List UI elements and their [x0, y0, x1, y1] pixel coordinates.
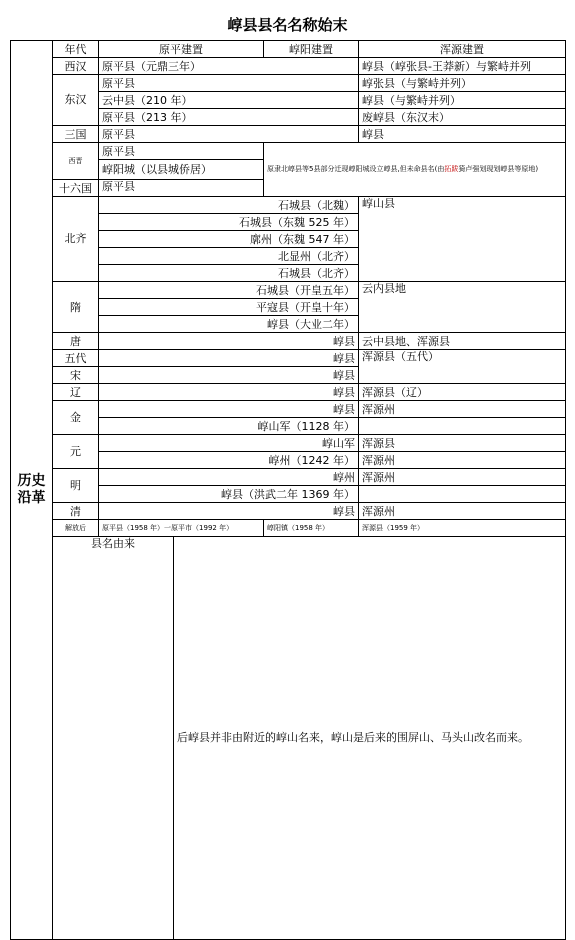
hunyuan-cell: 崞张县（与繁峙并列）: [359, 75, 566, 92]
origin-row: [11, 537, 566, 940]
hunyuan-cell: 浑源县（1959 年）: [359, 520, 566, 537]
era-cell: 明: [53, 469, 99, 503]
header-row: [11, 41, 566, 58]
note-cell: 原隶北崞县等5县部分迁现崞阳城设立崞县,但未命县名(由拓跋猗卢强划现划崞县等原地): [264, 143, 566, 197]
table-row: [11, 58, 566, 75]
hunyuan-cell: 云内县地: [359, 282, 566, 333]
hunyuan-cell: 浑源州: [359, 401, 566, 418]
hunyuan-cell: [359, 486, 566, 503]
yuanping-cell: 原平县: [99, 126, 359, 143]
header-hunyuan: 浑源建置: [359, 41, 566, 58]
hunyuan-cell: [359, 418, 566, 435]
era-cell: 清: [53, 503, 99, 520]
guoyang-cell: 石城县（开皇五年）: [99, 282, 359, 299]
era-cell: 宋: [53, 367, 99, 384]
guoyang-cell: 崞县: [99, 384, 359, 401]
era-cell: 解放后: [53, 520, 99, 537]
table-row: [11, 143, 566, 160]
era-cell: 唐: [53, 333, 99, 350]
note-highlight: 拓跋: [444, 165, 459, 173]
hunyuan-cell: 崞山县: [359, 197, 566, 282]
hunyuan-cell: 崞县（崞张县-王莽新）与繁峙并列: [359, 58, 566, 75]
yuanping-cell: 原平县（元鼎三年）: [99, 58, 359, 75]
guoyang-cell: 廓州（东魏 547 年）: [99, 231, 359, 248]
hunyuan-cell: 浑源县（五代）: [359, 350, 566, 384]
guoyang-cell: 崞县: [99, 503, 359, 520]
guoyang-cell: 崞县: [99, 333, 359, 350]
hunyuan-cell: 浑源州: [359, 452, 566, 469]
guoyang-cell: 崞山军: [99, 435, 359, 452]
guoyang-cell: 崞县（大业二年）: [99, 316, 359, 333]
era-cell: 隋: [53, 282, 99, 333]
table-row: [11, 197, 566, 214]
table-row: [11, 350, 566, 367]
era-cell: 元: [53, 435, 99, 469]
table-row: [11, 435, 566, 452]
guoyang-cell: 崞县: [99, 350, 359, 367]
table-row: [11, 401, 566, 418]
era-cell: 东汉: [53, 75, 99, 126]
table-row: [11, 333, 566, 350]
era-cell: 金: [53, 401, 99, 435]
guoyang-cell: 崞县: [99, 367, 359, 384]
era-cell: 十六国: [53, 180, 99, 197]
hunyuan-cell: 崞县（与繁峙并列）: [359, 92, 566, 109]
origin-label: 县名由来: [53, 537, 174, 940]
hunyuan-cell: 废崞县（东汉末）: [359, 109, 566, 126]
era-cell: 西汉: [53, 58, 99, 75]
guoyang-cell: 崞山军（1128 年）: [99, 418, 359, 435]
yuanping-cell: 原平县（213 年）: [99, 109, 359, 126]
guoyang-cell: 崞县: [99, 401, 359, 418]
yuanping-cell: 云中县（210 年）: [99, 92, 359, 109]
origin-left: 后崞县并非由附近的崞山名来，崞山是后来的围屏山、马头山改名而来。: [174, 537, 566, 940]
era-cell: 五代: [53, 350, 99, 367]
table-row: [11, 520, 566, 537]
header-era: 年代: [53, 41, 99, 58]
guoyang-cell: 崞州: [99, 469, 359, 486]
table-row: [11, 75, 566, 92]
era-cell: 辽: [53, 384, 99, 401]
era-cell: 北齐: [53, 197, 99, 282]
hunyuan-cell: 浑源州: [359, 469, 566, 486]
header-guoyang: 崞阳建置: [264, 41, 359, 58]
table-row: [11, 282, 566, 299]
table-row: [11, 126, 566, 143]
yuanping-cell: 原平县（1958 年）一原平市（1992 年）: [99, 520, 264, 537]
table-row: [11, 503, 566, 520]
hunyuan-cell: 云中县地、浑源县: [359, 333, 566, 350]
guoyang-cell: 崞县（洪武二年 1369 年）: [99, 486, 359, 503]
hunyuan-cell: 浑源县: [359, 435, 566, 452]
table-row: [11, 384, 566, 401]
header-yuanping: 原平建置: [99, 41, 264, 58]
yuanping-cell: 原平县: [99, 180, 264, 197]
hunyuan-cell: 崞县: [359, 126, 566, 143]
guoyang-cell: 石城县（北魏）: [99, 197, 359, 214]
guoyang-cell: 北显州（北齐）: [99, 248, 359, 265]
page-title: 崞县县名名称始末: [227, 16, 348, 34]
era-cell: 三国: [53, 126, 99, 143]
guoyang-cell: 平寇县（开皇十年）: [99, 299, 359, 316]
era-cell: 西晋: [53, 143, 99, 180]
yuanping-cell: 原平县: [99, 75, 359, 92]
guoyang-cell: 石城县（北齐）: [99, 265, 359, 282]
yuanping-cell: 原平县: [99, 143, 264, 160]
history-label: 历史沿革: [11, 41, 53, 940]
guoyang-cell: 崞州（1242 年）: [99, 452, 359, 469]
hunyuan-cell: 浑源县（辽）: [359, 384, 566, 401]
guoyang-cell: 崞阳镇（1958 年）: [264, 520, 359, 537]
yuanping-cell: 崞阳城（以县城侨居）: [99, 160, 264, 180]
guoyang-cell: 石城县（东魏 525 年）: [99, 214, 359, 231]
history-table: [10, 40, 566, 940]
hunyuan-cell: 浑源州: [359, 503, 566, 520]
table-row: [11, 469, 566, 486]
